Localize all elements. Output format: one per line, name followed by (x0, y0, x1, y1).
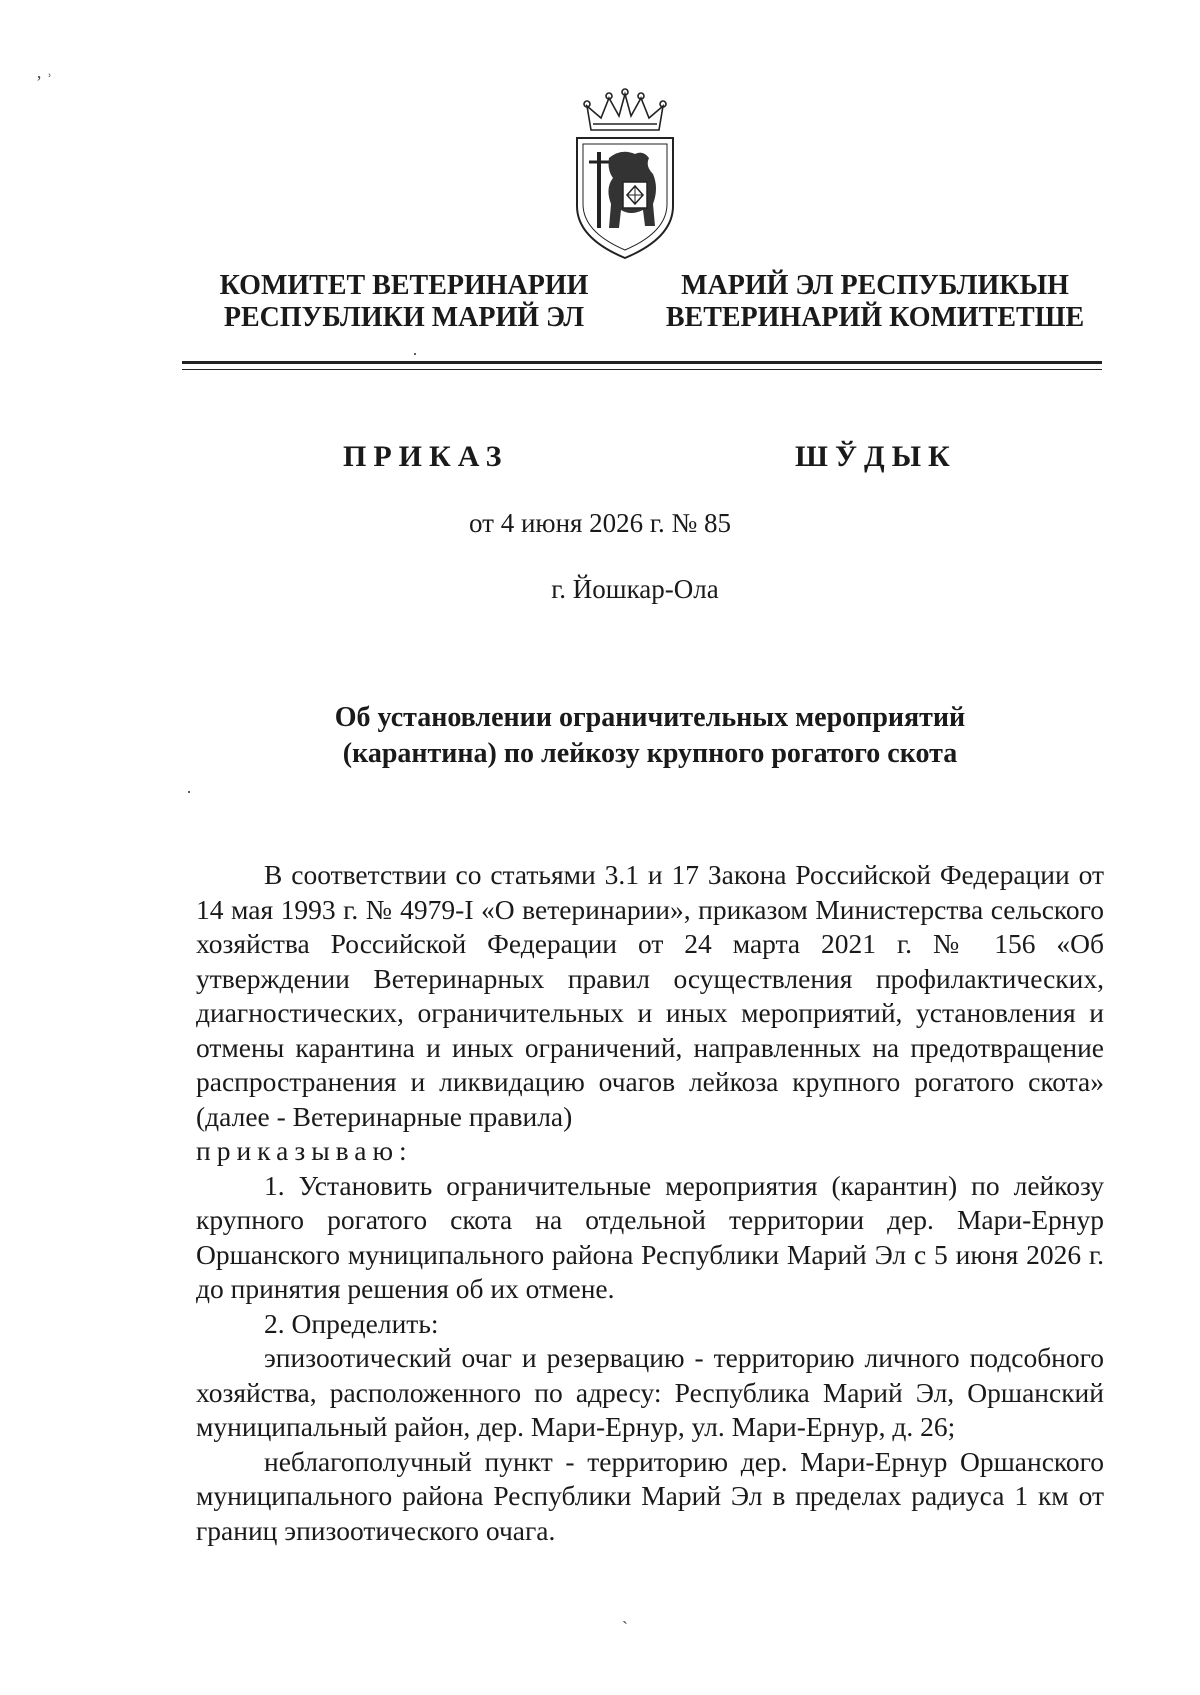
item-2-heading: 2. Определить: (264, 1307, 439, 1339)
order-title-mari: ШЎДЫК (795, 440, 957, 473)
order-date-number: от 4 июня 2026 г. № 85 (469, 508, 731, 538)
header-divider-thin (182, 369, 1102, 370)
organization-name-mari (650, 270, 1100, 334)
order-body (196, 858, 1104, 1548)
order-title-russian: ПРИКАЗ (343, 440, 509, 473)
prikazyvayu-word: приказываю: (196, 1135, 413, 1166)
scan-mark: ˏ (622, 1604, 628, 1624)
coat-of-arms-icon (565, 88, 685, 263)
org-right-line-1: МАРИЙ ЭЛ РЕСПУБЛИКЫН (681, 270, 1069, 301)
org-right-line-2: ВЕТЕРИНАРИЙ КОМИТЕТШЕ (665, 302, 1085, 333)
header-divider-thick (182, 361, 1102, 364)
item-1-paragraph: 1. Установить ограничительные мероприятия (карантин) по лейкозу крупного рогатого скота на отдельной территории дер. Мари-Ернур Оршанского муниципального района Республики Марий Эл с 5 июня 2026 г. до принятия решения об их отмене. (196, 1169, 1104, 1304)
org-left-line-2: РЕСПУБЛИКИ МАРИЙ ЭЛ (223, 302, 585, 333)
scan-mark: · (412, 344, 418, 364)
subject-line-2: (карантина) по лейкозу крупного рогатого скота (342, 738, 958, 769)
org-left-line-1: КОМИТЕТ ВЕТЕРИНАРИИ (219, 270, 589, 301)
preamble-paragraph: В соответствии со статьями 3.1 и 17 Закона Российской Федерации от 14 мая 1993 г. № 4979-I «О ветеринарии», приказом Министерства сельского хозяйства Российской Федерации от 24 марта 2021 г. № 156 «Об утверждении Ветеринарных правил осуществления профилактических, диагностических, ограничительных и иных мероприятий, установления и отмены карантина и иных ограничений, направленных на предотвращение распространения и ликвидацию очагов лейкоза крупного рогатого скота» (далее - Ветеринарные правила) (196, 859, 1104, 1132)
order-place: г. Йошкар-Ола (551, 574, 719, 604)
item-2-epizootic-focus: эпизоотический очаг и резервацию - территорию личного подсобного хозяйства, расположенного по адресу: Республика Марий Эл, Оршанский муниципальный район, дер. Мари-Ернур, ул. Мари-Ернур, д. 26; (196, 1342, 1104, 1442)
scan-mark: · (186, 782, 192, 802)
scan-mark: ‚ ˒ (36, 62, 53, 82)
order-subject (320, 700, 980, 772)
item-2-unfavorable-point: неблагополучный пункт - территорию дер. Мари-Ернур Оршанского муниципального района Республики Марий Эл в пределах радиуса 1 км от границ эпизоотического очага. (196, 1445, 1104, 1546)
subject-line-1: Об установлении ограничительных мероприятий (334, 702, 966, 733)
organization-name-russian (200, 270, 608, 334)
